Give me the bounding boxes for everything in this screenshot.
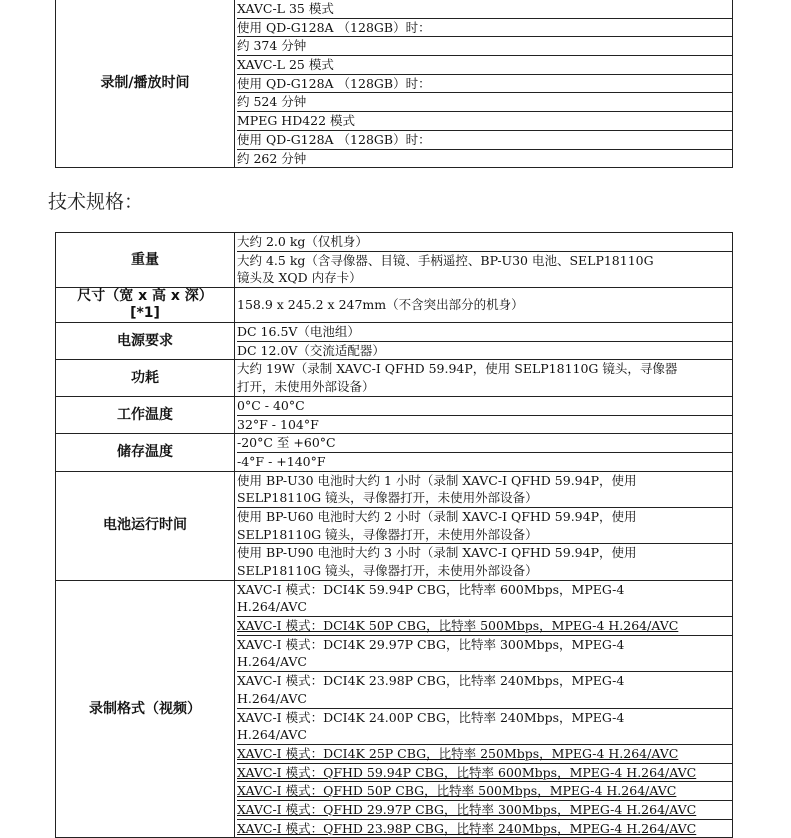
power-label: 电源要求 xyxy=(56,323,235,360)
format-1-line2: H.264/AVC xyxy=(237,599,307,615)
dimensions-text: 158.9 x 245.2 x 247mm（不含突出部分的机身） xyxy=(237,297,524,313)
format-3-line2: H.264/AVC xyxy=(237,654,307,670)
rt-line-9: 约 262 分钟 xyxy=(237,149,732,168)
recording-time-table xyxy=(55,0,733,168)
dimensions-label-line2: [*1] xyxy=(130,305,160,322)
format-2: XAVC-I 模式：DCI4K 50P CBG，比特率 500Mbps，MPEG-4 H.264/AVC xyxy=(237,616,732,635)
spec-row-power xyxy=(56,323,733,360)
format-4-line1: XAVC-I 模式：DCI4K 23.98P CBG，比特率 240Mbps，MPEG-4 xyxy=(237,671,732,690)
operating-temp-c: 0°C - 40°C xyxy=(237,397,305,413)
format-3-line1: XAVC-I 模式：DCI4K 29.97P CBG，比特率 300Mbps，MPEG-4 xyxy=(237,635,732,654)
power-battery: DC 16.5V（电池组） xyxy=(237,324,360,340)
weight-full-line1: 大约 4.5 kg（含寻像器、目镜、手柄遥控、BP-U30 电池、SELP18110G xyxy=(237,251,732,270)
consumption-line1: 大约 19W（录制 XAVC-I QFHD 59.94P，使用 SELP18110G 镜头，寻像器 xyxy=(237,361,678,377)
operating-temp-f: 32°F - 104°F xyxy=(237,415,732,434)
format-10: XAVC-I 模式：QFHD 23.98P CBG，比特率 240Mbps，MPEG-4 H.264/AVC xyxy=(237,819,732,838)
storage-temp-c: -20°C 至 +60°C xyxy=(237,435,336,451)
battery-u90-line1: 使用 BP-U90 电池时大约 3 小时（录制 XAVC-I QFHD 59.94P，使用 xyxy=(237,543,732,562)
spec-row-consumption xyxy=(56,360,733,396)
spec-row-operating-temp xyxy=(56,396,733,433)
format-9: XAVC-I 模式：QFHD 29.97P CBG，比特率 300Mbps，MPEG-4 H.264/AVC xyxy=(237,800,732,819)
spec-row-weight xyxy=(56,233,733,288)
format-8: XAVC-I 模式：QFHD 50P CBG，比特率 500Mbps，MPEG-4 H.264/AVC xyxy=(237,781,732,800)
weight-full-line2: 镜头及 XQD 内存卡） xyxy=(237,270,362,286)
spec-row-storage-temp xyxy=(56,434,733,471)
weight-values xyxy=(235,233,733,288)
consumption-label: 功耗 xyxy=(56,360,235,396)
weight-body-only: 大约 2.0 kg（仅机身） xyxy=(237,234,368,249)
battery-u30-line2: SELP18110G 镜头，寻像器打开，未使用外部设备） xyxy=(237,490,538,506)
format-4-line2: H.264/AVC xyxy=(237,690,307,706)
spec-table xyxy=(55,232,733,838)
rt-line-5: 使用 QD-G128A （128GB）时： xyxy=(237,74,732,93)
section-title: 技术规格： xyxy=(48,191,144,213)
spec-row-battery xyxy=(56,471,733,580)
dimensions-label xyxy=(56,288,235,323)
rt-line-3: 约 374 分钟 xyxy=(237,36,732,55)
power-values xyxy=(235,323,733,360)
operating-temp-values xyxy=(235,396,733,433)
rec-format-values xyxy=(235,580,733,838)
dimensions-label-line1: 尺寸（宽 x 高 x 深） xyxy=(77,288,213,305)
rec-format-label: 录制格式（视频） xyxy=(56,580,235,838)
recording-time-values xyxy=(235,0,733,168)
rt-line-7: MPEG HD422 模式 xyxy=(237,111,732,130)
rt-line-2: 使用 QD-G128A （128GB）时： xyxy=(237,18,732,37)
storage-temp-values xyxy=(235,434,733,471)
spec-row-rec-format xyxy=(56,580,733,838)
storage-temp-f: -4°F - +140°F xyxy=(237,452,732,471)
format-5-line2: H.264/AVC xyxy=(237,727,307,743)
format-6: XAVC-I 模式：DCI4K 25P CBG，比特率 250Mbps，MPEG-4 H.264/AVC xyxy=(237,744,732,763)
battery-u90-line2: SELP18110G 镜头，寻像器打开，未使用外部设备） xyxy=(237,563,538,578)
rt-line-1: XAVC-L 35 模式 xyxy=(237,1,334,16)
battery-u60-line1: 使用 BP-U60 电池时大约 2 小时（录制 XAVC-I QFHD 59.94P，使用 xyxy=(237,507,732,526)
battery-values xyxy=(235,471,733,580)
consumption-values xyxy=(235,360,733,396)
rt-line-6: 约 524 分钟 xyxy=(237,92,732,111)
format-1-line1: XAVC-I 模式：DCI4K 59.94P CBG，比特率 600Mbps，MPEG-4 xyxy=(237,581,625,597)
recording-time-row xyxy=(56,0,733,168)
weight-label: 重量 xyxy=(56,233,235,288)
rt-line-4: XAVC-L 25 模式 xyxy=(237,55,732,74)
recording-time-label: 录制/播放时间 xyxy=(56,0,235,168)
format-5-line1: XAVC-I 模式：DCI4K 24.00P CBG，比特率 240Mbps，MPEG-4 xyxy=(237,708,732,727)
rt-line-8: 使用 QD-G128A （128GB）时： xyxy=(237,130,732,149)
format-7: XAVC-I 模式：QFHD 59.94P CBG，比特率 600Mbps，MPEG-4 H.264/AVC xyxy=(237,763,732,782)
dimensions-value xyxy=(235,288,733,323)
consumption-line2: 打开，未使用外部设备） xyxy=(237,379,375,395)
battery-u30-line1: 使用 BP-U30 电池时大约 1 小时（录制 XAVC-I QFHD 59.94P，使用 xyxy=(237,472,637,488)
power-ac: DC 12.0V（交流适配器） xyxy=(237,341,732,360)
operating-temp-label: 工作温度 xyxy=(56,396,235,433)
battery-label: 电池运行时间 xyxy=(56,471,235,580)
storage-temp-label: 储存温度 xyxy=(56,434,235,471)
spec-row-dimensions xyxy=(56,288,733,323)
battery-u60-line2: SELP18110G 镜头，寻像器打开，未使用外部设备） xyxy=(237,526,538,542)
